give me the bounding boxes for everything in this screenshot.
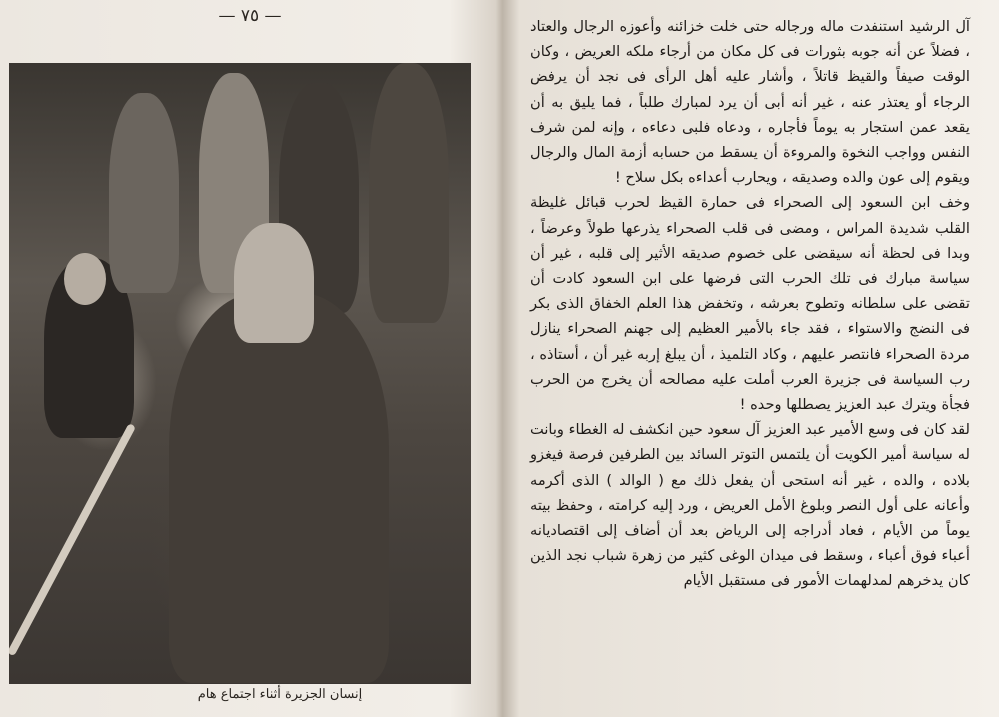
- photo-caption: إنسان الجزيرة أثناء اجتماع هام: [197, 687, 363, 702]
- page-number: — ٧٥ —: [218, 6, 282, 26]
- photograph: [9, 63, 471, 684]
- photo-headdress: [234, 223, 314, 343]
- paragraph: وخف ابن السعود إلى الصحراء فى حمارة القيظ لحرب قبائل غليظة القلب شديدة المراس ، ومضى فى قلب الصحراء يذرعها طولاً وعرضاً ، وبدا فى لحظة أنه سيقضى على خصوم صديقه الأثير إلى قلبه ، غير أن سياسة مبارك فى تلك الحرب التى فرضها على ابن السعود كادت أن تقضى على سلطانه وتطوح بعرشه ، وتخفض هذا العلم الخفاق الذى بكر فى النضج والاستواء ، فقد جاء بالأمير العظيم إلى جهنم الصحراء ينازل مردة الصحراء فانتصر عليهم ، وكاد التلميذ ، أن يبلغ إربه غير أن ، أستاذه ، رب السياسة فى جزيرة العرب أملت عليه مصالحه أن يخرج من الحرب فجأة ويترك عبد العزيز يصطلها وحده !: [530, 194, 970, 414]
- left-page: [0, 0, 498, 717]
- photo-figure-standing-4: [369, 63, 449, 323]
- photo-figure-seated-king: [169, 293, 389, 683]
- photo-face-left: [64, 253, 106, 305]
- paragraph: آل الرشيد استنفدت ماله ورجاله حتى خلت خزائنه وأعوزه الرجال والعتاد ، فضلاً عن أنه جوبه بثورات فى كل مكان من أرجاء ملكه العريض ، وكان الوقت صيفاً والقيظ قاتلاً ، وأشار عليه أهل الرأى فى نجد أن يرفض الرجاء أو يعتذر عنه ، غير أنه أبى أن يرد لمبارك طلباً ، فما يليق به أن يقعد عمن استجار به يوماً فأجاره ، ودعاه فلبى دعاءه ، وإنه لمن شرف النفس وواجب النخوة والمروءة أن يسقط من حسابه أزمة المال والرجال ويقوم إلى عون والده وصديقه ، ويحارب أعداءه بكل سلاح !: [530, 18, 970, 187]
- body-text: [530, 14, 970, 594]
- photo-cane: [9, 423, 136, 656]
- photo-figure-standing-1: [109, 93, 179, 293]
- paragraph: لقد كان فى وسع الأمير عبد العزيز آل سعود حين انكشف له الغطاء وبانت له سياسة أمير الكويت أن يلتمس التوتر السائد بين الطرفين فرصة فيغزو بلاده ، والده ، غير أنه استحى أن يفعل ذلك مع ( الوالد ) الذى أكرمه وأعانه على أول النصر وبلوغ الأمل العريض ، ورد إليه كرامته ، وحفظ بيته يوماً من الأيام ، فعاد أدراجه إلى الرياض بعد أن أضاف إلى اقتصاديانه أعباء فوق أعباء ، وسقط فى ميدان الوغى كثير من زهرة شباب نجد الذين كان يدخرهم لمدلهمات الأمور فى مستقبل الأيام: [530, 421, 970, 590]
